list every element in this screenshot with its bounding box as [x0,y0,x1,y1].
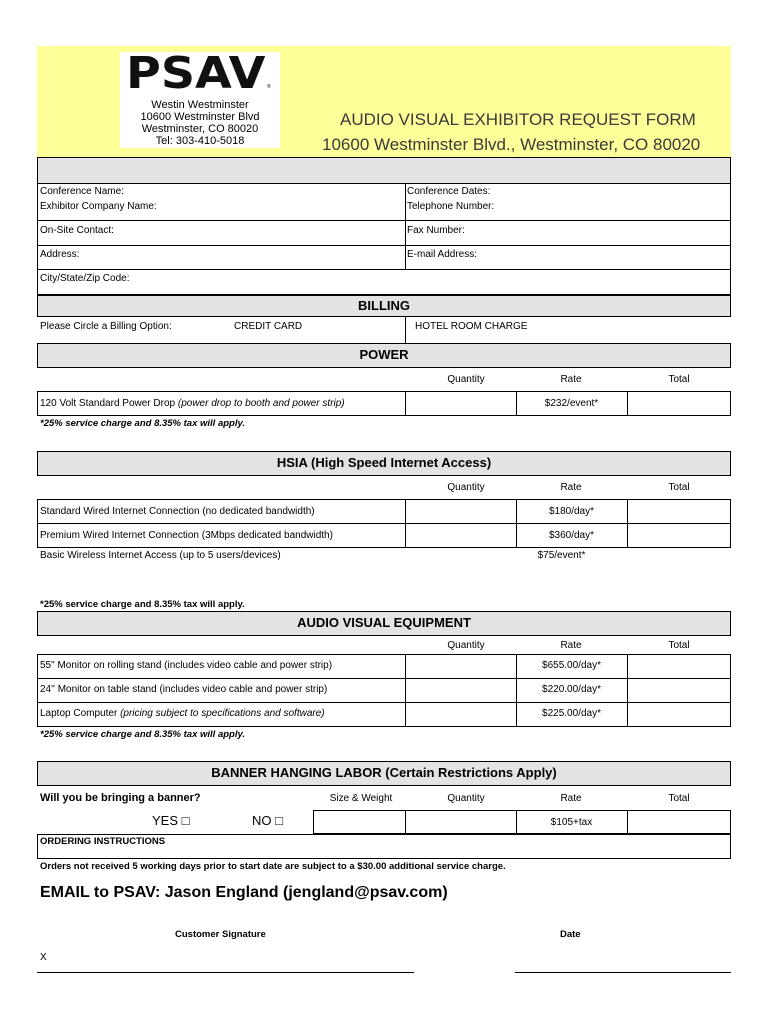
city-state-zip-field[interactable]: City/State/Zip Code: [40,273,130,284]
av-laptop-note: (pricing subject to specifications and software) [120,708,325,719]
hsia-rate-wireless: $75/event* [537,550,586,561]
date-line[interactable] [515,972,731,973]
banner-rate: $105+tax [550,817,593,828]
av-note: *25% service charge and 8.35% tax will apply. [40,729,246,740]
power-rate-header: Rate [560,374,582,385]
av-rate-laptop: $225.00/day* [542,708,601,719]
info-divider [405,184,406,270]
hsia-rate-wired-standard: $180/day* [548,506,595,517]
venue-street: 10600 Westminster Blvd [140,111,260,123]
customer-signature-label: Customer Signature [175,929,266,940]
billing-divider [405,317,406,343]
email-field[interactable]: E-mail Address: [407,249,478,260]
power-total-header: Total [668,374,690,385]
hsia-col-line [405,499,406,548]
billing-option-hotel-room[interactable]: HOTEL ROOM CHARGE [415,321,528,332]
av-rate-24-monitor: $220.00/day* [542,684,601,695]
banner-header: BANNER HANGING LABOR (Certain Restrictions Apply) [37,761,731,786]
hsia-rate-header: Rate [560,482,582,493]
av-header: AUDIO VISUAL EQUIPMENT [37,611,731,636]
form-address: 10600 Westminster Blvd., Westminster, CO 80020 [322,135,701,154]
power-col-line [627,391,628,416]
logo-registered-mark: ® [267,84,271,90]
billing-header: BILLING [37,295,731,317]
banner-col-line [627,810,628,834]
conference-dates-label: Conference Dates: [407,186,491,197]
power-item-label [40,398,345,409]
info-row-line [37,245,731,246]
av-total-header: Total [668,640,690,651]
hsia-quantity-header: Quantity [447,482,485,493]
date-label: Date [560,929,581,940]
av-rate-55-monitor: $655.00/day* [542,660,601,671]
av-item-24-monitor: 24'' Monitor on table stand (includes video cable and power strip) [40,684,328,695]
address-field[interactable]: Address: [40,249,80,260]
info-row-line [37,269,731,270]
power-quantity-header: Quantity [447,374,485,385]
banner-question: Will you be bringing a banner? [40,792,201,804]
banner-yes-checkbox[interactable]: YES □ [152,813,190,828]
psav-logo: PSAV [126,48,266,99]
hsia-header: HSIA (High Speed Internet Access) [37,451,731,476]
ordering-instructions-title: ORDERING INSTRUCTIONS [40,836,166,847]
banner-size-weight-header: Size & Weight [329,793,393,804]
email-contact-line: EMAIL to PSAV: Jason England (jengland@psav.com) [40,884,448,901]
av-laptop-main: Laptop Computer [40,708,121,719]
billing-prompt: Please Circle a Billing Option: [40,321,172,332]
hsia-rate-wired-premium: $360/day* [548,530,595,541]
power-item-note: (power drop to booth and power strip) [177,398,345,409]
hsia-item-wireless: Basic Wireless Internet Access (up to 5 users/devices) [40,550,281,561]
billing-option-credit-card[interactable]: CREDIT CARD [234,321,303,332]
company-name-field[interactable]: Exhibitor Company Name: [40,201,157,212]
banner-rate-header: Rate [560,793,582,804]
venue-name: Westin Westminster [151,99,249,111]
banner-total-header: Total [668,793,690,804]
power-note: *25% service charge and 8.35% tax will apply. [40,418,246,429]
banner-col-line [405,810,406,834]
conference-name-label: Conference Name: [40,186,124,197]
power-col-line [405,391,406,416]
onsite-contact-field[interactable]: On-Site Contact: [40,225,114,236]
hsia-total-header: Total [668,482,690,493]
av-col-line [627,654,628,727]
av-col-line [405,654,406,727]
hsia-item-wired-premium: Premium Wired Internet Connection (3Mbps dedicated bandwidth) [40,530,333,541]
signature-line[interactable] [37,972,414,973]
av-item-55-monitor: 55" Monitor on rolling stand (includes video cable and power strip) [40,660,333,671]
power-rate: $232/event* [544,398,599,409]
telephone-field[interactable]: Telephone Number: [407,201,495,212]
av-quantity-header: Quantity [447,640,485,651]
fax-field[interactable]: Fax Number: [407,225,465,236]
signature-x-mark: X [40,952,47,963]
info-header-band [37,157,731,184]
banner-quantity-header: Quantity [447,793,485,804]
ordering-instructions-text: Orders not received 5 working days prior to start date are subject to a $30.00 additional service charge. [40,861,506,872]
venue-city: Westminster, CO 80020 [141,123,259,135]
info-row-line [37,220,731,221]
av-rate-header: Rate [560,640,582,651]
power-header: POWER [37,343,731,368]
hsia-item-wired-standard: Standard Wired Internet Connection (no dedicated bandwidth) [40,506,315,517]
venue-phone: Tel: 303-410-5018 [155,135,245,147]
hsia-note: *25% service charge and 8.35% tax will apply. [40,599,245,610]
banner-no-checkbox[interactable]: NO □ [252,813,283,828]
av-item-laptop [40,708,325,719]
hsia-col-line [627,499,628,548]
form-title: AUDIO VISUAL EXHIBITOR REQUEST FORM [340,110,696,129]
power-item-main: 120 Volt Standard Power Drop [40,398,178,409]
